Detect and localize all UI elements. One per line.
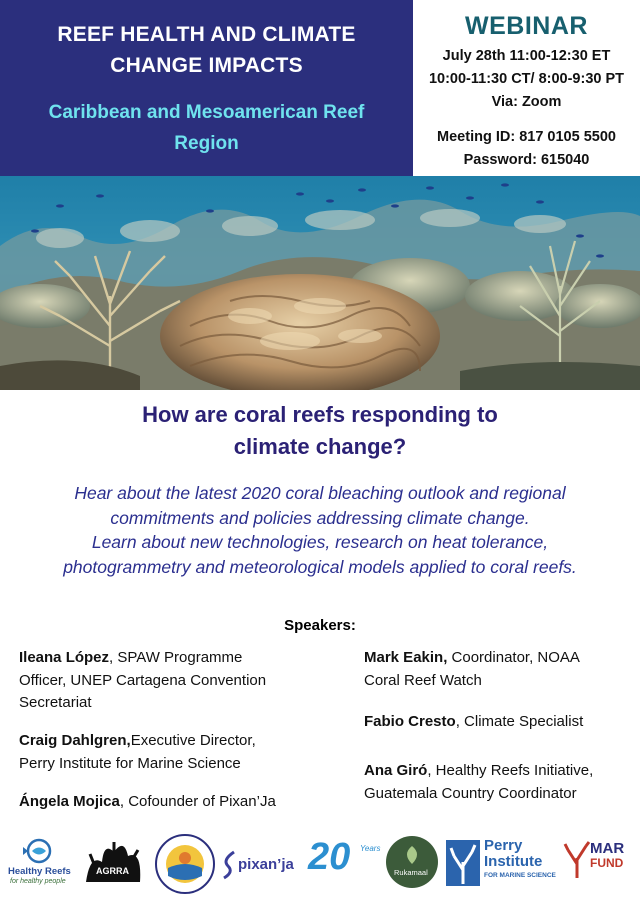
coral-red-icon xyxy=(562,840,592,880)
healthy-reefs-tagline: for healthy people xyxy=(10,878,66,885)
wave-icon xyxy=(220,850,238,880)
perry-institute-logo xyxy=(446,837,556,886)
page-title xyxy=(0,19,413,81)
event-time: 10:00-11:30 CT/ 8:00-9:30 PT xyxy=(428,71,625,87)
description-line-4: photogrammetry and meteorological models applied to coral reefs. xyxy=(63,556,577,577)
page-subtitle xyxy=(0,97,413,159)
rukamaal-name: Rukamaal xyxy=(394,868,428,877)
speaker-name: Fabio Cresto xyxy=(364,713,456,730)
header-banner xyxy=(0,0,413,176)
healthy-reefs-logo xyxy=(4,838,74,888)
speaker-name: Mark Eakin, xyxy=(364,649,448,666)
speaker-ileana-lopez xyxy=(19,647,349,715)
meeting-id: Meeting ID: 817 0105 5500 xyxy=(437,129,616,145)
speaker-role: Coordinator, NOAA xyxy=(447,649,580,666)
speaker-mark-eakin xyxy=(364,647,634,692)
agrra-name: AGRRA xyxy=(96,866,129,876)
twenty-years-logo xyxy=(304,838,384,888)
question-line-2: climate change? xyxy=(233,434,407,459)
anniversary-number: 20 xyxy=(308,836,351,878)
healthy-reefs-name: Healthy Reefs xyxy=(8,866,71,877)
subtitle-line-1: Caribbean and Mesoamerican Reef xyxy=(48,102,365,123)
speaker-angela-mojica xyxy=(19,791,349,814)
perry-line-2: Institute xyxy=(484,853,543,870)
perry-line-1: Perry xyxy=(484,837,523,854)
mar-fund-name: MAR xyxy=(590,840,625,857)
mar-fund-logo xyxy=(562,836,636,892)
coral-branch-icon xyxy=(446,840,480,886)
main-question xyxy=(0,399,640,463)
title-line-1: REEF HEALTH AND CLIMATE xyxy=(57,23,356,46)
speaker-fabio-cresto xyxy=(364,711,634,734)
speaker-name: Craig Dahlgren, xyxy=(19,732,131,749)
speaker-role: , Climate Specialist xyxy=(455,713,584,730)
webinar-label: WEBINAR xyxy=(465,12,588,40)
anniversary-label: Years xyxy=(360,844,381,853)
description-line-3: Learn about new technologies, research on heat tolerance, xyxy=(91,532,549,552)
speaker-role: , Healthy Reefs Initiative, xyxy=(427,762,594,779)
subtitle-line-2: Region xyxy=(174,133,239,154)
caribbean-environment-programme-logo xyxy=(154,832,216,896)
meeting-password: Password: 615040 xyxy=(463,152,590,168)
speaker-role: Officer, UNEP Cartagena Convention xyxy=(19,671,267,689)
title-line-2: CHANGE IMPACTS xyxy=(110,54,303,77)
partner-logos xyxy=(0,828,640,905)
event-description xyxy=(0,481,640,579)
agrra-logo xyxy=(80,834,148,894)
event-platform: Via: Zoom xyxy=(491,94,562,110)
speaker-role: Executive Director, xyxy=(130,732,256,749)
speaker-name: Ana Giró xyxy=(364,762,428,779)
description-line-1: Hear about the latest 2020 coral bleaching outlook and regional xyxy=(74,483,566,503)
speaker-name: Ileana López xyxy=(19,649,110,666)
speaker-role: Perry Institute for Marine Science xyxy=(19,754,241,772)
speaker-role: Guatemala Country Coordinator xyxy=(364,784,577,802)
speaker-role: , Cofounder of Pixan’Ja xyxy=(119,793,276,810)
speaker-craig-dahlgren xyxy=(19,730,349,775)
perry-line-3: FOR MARINE SCIENCE xyxy=(484,872,556,879)
pixanja-logo xyxy=(220,850,304,884)
speaker-role: , SPAW Programme xyxy=(109,649,243,666)
question-line-1: How are coral reefs responding to xyxy=(142,402,498,427)
speaker-name: Ángela Mojica xyxy=(19,793,120,810)
speaker-role: Coral Reef Watch xyxy=(364,671,482,689)
description-line-2: commitments and policies addressing climate change. xyxy=(110,507,530,528)
speaker-role: Secretariat xyxy=(19,694,92,711)
speaker-ana-giro xyxy=(364,760,634,805)
event-info-panel xyxy=(413,0,640,176)
coral-reef-photo xyxy=(0,176,640,390)
coral-silhouette-icon xyxy=(80,834,148,894)
pixanja-name: pixan’ja xyxy=(238,856,294,873)
rukamaal-logo xyxy=(386,836,438,888)
globe-seal-icon xyxy=(154,832,216,896)
fish-icon xyxy=(4,838,74,864)
mar-fund-name-2: FUND xyxy=(590,856,624,870)
speakers-heading: Speakers: xyxy=(284,617,356,634)
event-date: July 28th 11:00-12:30 ET xyxy=(442,48,611,64)
